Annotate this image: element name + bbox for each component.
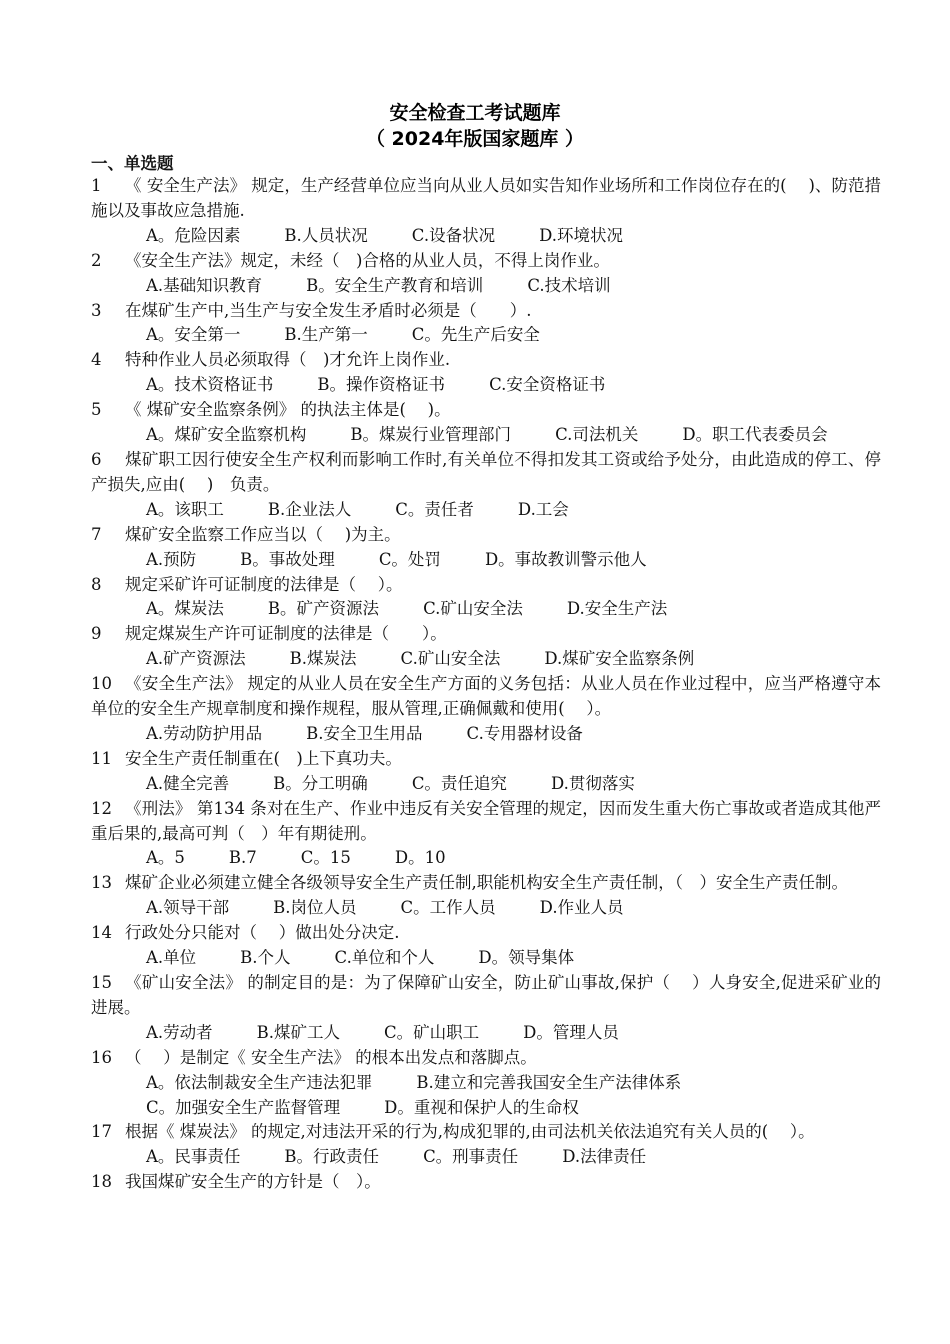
option-item: B.安全卫生用品: [306, 723, 423, 743]
option-item: A。民事责任: [146, 1147, 241, 1167]
option-row: [91, 846, 881, 871]
option-item: A.矿产资源法: [146, 649, 246, 669]
option-item: C.设备状况: [411, 225, 496, 245]
option-item: A.健全完善: [146, 773, 230, 793]
option-row: [91, 597, 881, 622]
question-stem: [91, 871, 881, 896]
option-item: A.单位: [146, 948, 197, 968]
question-number: 1: [91, 176, 102, 195]
question-text: （ ）是制定《 安全生产法》 的根本出发点和落脚点。: [125, 1047, 537, 1067]
option-item: B。行政责任: [284, 1147, 380, 1167]
question-text: 特种作业人员必须取得（ )才允许上岗作业.: [125, 350, 451, 370]
question-text: 《 安全生产法》 规定，生产经营单位应当向从业人员如实告知作业场所和工作岗位存在的( )、防范措施以及事故应急措施.: [91, 176, 881, 220]
option-item: A。技术资格证书: [146, 375, 274, 395]
option-row: [91, 224, 881, 249]
option-item: A。危险因素: [146, 225, 241, 245]
option-item: C.司法机关: [555, 425, 639, 445]
option-item: B.煤炭法: [289, 649, 357, 669]
question-number: 4: [91, 350, 102, 370]
option-item: D。事故教训警示他人: [484, 549, 647, 569]
option-item: C。先生产后安全: [411, 325, 540, 345]
question-item: [91, 448, 881, 523]
question-number: 12: [91, 798, 112, 818]
option-row: [91, 323, 881, 348]
option-item: A.预防: [146, 549, 197, 569]
option-item: C。刑事责任: [423, 1147, 519, 1167]
option-item: B.人员状况: [284, 225, 368, 245]
question-number: 14: [91, 923, 112, 943]
option-item: D.环境状况: [539, 225, 623, 245]
question-stem: [91, 672, 881, 722]
question-number: 18: [91, 1172, 112, 1192]
option-row: [91, 772, 881, 797]
question-number: 8: [91, 574, 102, 594]
question-item: [91, 573, 881, 623]
question-list: [91, 174, 881, 1195]
option-item: C。处罚: [378, 549, 441, 569]
option-item: B.生产第一: [284, 325, 368, 345]
option-item: B.建立和完善我国安全生产法律体系: [416, 1072, 682, 1092]
question-number: 17: [91, 1122, 112, 1142]
question-text: 在煤矿生产中,当生产与安全发生矛盾时必须是（ ）.: [125, 300, 532, 320]
document-title: 安全检查工考试题库: [389, 102, 561, 124]
option-item: D.法律责任: [562, 1147, 647, 1167]
option-item: D.工会: [517, 499, 569, 519]
question-stem: [91, 299, 881, 324]
option-item: B。事故处理: [240, 549, 335, 569]
option-item: A。安全第一: [146, 325, 241, 345]
question-stem: [91, 448, 881, 498]
question-number: 3: [91, 300, 102, 320]
option-row: [91, 1021, 881, 1046]
question-stem: [91, 747, 881, 772]
question-stem: [91, 174, 881, 224]
option-item: B。安全生产教育和培训: [306, 275, 484, 295]
option-item: A。煤矿安全监察机构: [146, 425, 307, 445]
question-text: 煤矿企业必须建立健全各级领导安全生产责任制,职能机构安全生产责任制，（ ）安全生产责任制。: [125, 873, 848, 893]
question-stem: [91, 1120, 881, 1145]
option-item: D.煤矿安全监察条例: [544, 649, 695, 669]
option-item: B。煤炭行业管理部门: [350, 425, 512, 445]
question-stem: [91, 971, 881, 1021]
option-item: B.7: [228, 848, 257, 868]
option-item: A.领导干部: [146, 898, 230, 918]
question-stem: [91, 249, 881, 274]
question-number: 9: [91, 624, 102, 644]
question-text: 规定采矿许可证制度的法律是（ ）。: [125, 574, 403, 594]
question-item: [91, 249, 881, 299]
option-item: D.安全生产法: [566, 599, 668, 619]
option-item: A.基础知识教育: [146, 275, 263, 295]
question-number: 16: [91, 1047, 112, 1067]
option-item: A。煤炭法: [146, 599, 224, 619]
question-item: [91, 299, 881, 349]
option-row: [91, 647, 881, 672]
question-item: [91, 971, 881, 1046]
option-row: [91, 274, 881, 299]
question-number: 10: [91, 674, 112, 694]
option-item: B。矿产资源法: [267, 599, 380, 619]
question-item: [91, 348, 881, 398]
question-text: 《安全生产法》 规定的从业人员在安全生产方面的义务包括：从业人员在作业过程中，应当严格遵守本单位的安全生产规章制度和操作规程，服从管理,正确佩戴和使用( ）。: [91, 674, 881, 719]
question-item: [91, 523, 881, 573]
question-item: [91, 747, 881, 797]
question-item: [91, 622, 881, 672]
option-item: D。职工代表委员会: [682, 425, 828, 445]
option-item: C。加强安全生产监督管理: [146, 1097, 341, 1117]
question-stem: [91, 573, 881, 598]
option-item: B.煤矿工人: [256, 1022, 341, 1042]
question-stem: [91, 348, 881, 373]
question-text: 安全生产责任制重在( )上下真功夫。: [125, 748, 402, 768]
question-text: 《矿山安全法》 的制定目的是：为了保障矿山安全，防止矿山事故,保护（ ）人身安全,促进采矿业的进展。: [91, 973, 881, 1017]
question-item: [91, 174, 881, 249]
question-number: 13: [91, 873, 112, 893]
question-number: 11: [91, 748, 112, 768]
option-item: C.技术培训: [527, 275, 611, 295]
option-item: D。领导集体: [478, 948, 575, 968]
question-text: 煤矿安全监察工作应当以（ )为主。: [125, 524, 401, 544]
question-text: 《 煤矿安全监察条例》 的执法主体是( )。: [125, 400, 451, 420]
question-item: [91, 672, 881, 747]
question-number: 5: [91, 400, 102, 420]
option-row: [91, 548, 881, 573]
question-text: 《刑法》 第134 条对在生产、作业中违反有关安全管理的规定，因而发生重大伤亡事故或者造成其他严重后果的,最高可判（ ）年有期徒刑。: [91, 798, 881, 843]
question-number: 15: [91, 973, 112, 992]
option-row: [91, 1145, 881, 1170]
option-item: C。责任者: [395, 499, 474, 519]
option-item: D。管理人员: [523, 1022, 619, 1042]
section-heading: 一、单选题: [91, 154, 174, 173]
option-item: A.劳动防护用品: [146, 723, 263, 743]
question-item: [91, 398, 881, 448]
question-number: 2: [91, 250, 102, 270]
option-item: A.劳动者: [146, 1022, 213, 1042]
option-item: A。5: [146, 848, 185, 868]
question-stem: [91, 1170, 881, 1195]
question-stem: [91, 797, 881, 847]
question-item: [91, 1120, 881, 1170]
option-item: C。工作人员: [400, 898, 496, 918]
option-item: C.专用器材设备: [466, 723, 583, 743]
option-row: [91, 423, 881, 448]
option-item: B.个人: [240, 948, 291, 968]
question-stem: [91, 622, 881, 647]
question-stem: [91, 1046, 881, 1071]
option-item: A。该职工: [146, 499, 224, 519]
question-item: [91, 1170, 881, 1195]
question-text: 根据《 煤炭法》 的规定,对违法开采的行为,构成犯罪的,由司法机关依法追究有关人员的( ）。: [125, 1122, 815, 1142]
question-text: 煤矿职工因行使安全生产权利而影响工作时,有关单位不得扣发其工资或给予处分，由此造成的停工、停产损失,应由( ) 负责。: [91, 449, 881, 494]
option-item: B。分工明确: [273, 773, 368, 793]
option-item: D。10: [394, 848, 446, 868]
option-item: C。15: [300, 848, 351, 868]
option-item: C.矿山安全法: [423, 599, 523, 619]
option-row: [91, 896, 881, 921]
option-item: D.贯彻落实: [550, 773, 635, 793]
question-stem: [91, 523, 881, 548]
option-item: D.作业人员: [539, 898, 624, 918]
option-item: B.企业法人: [267, 499, 352, 519]
question-item: [91, 797, 881, 872]
option-row: [91, 722, 881, 747]
question-text: 我国煤矿安全生产的方针是（ ）。: [125, 1172, 381, 1192]
question-text: 规定煤炭生产许可证制度的法律是（ ）。: [125, 624, 447, 644]
question-text: 行政处分只能对（ ）做出处分决定.: [125, 923, 400, 943]
option-item: C.单位和个人: [334, 948, 435, 968]
document-subtitle: （ 2024年版国家题库 ）: [365, 128, 585, 150]
option-item: C.矿山安全法: [400, 649, 501, 669]
question-stem: [91, 398, 881, 423]
question-number: 6: [91, 449, 102, 469]
option-row: [91, 946, 881, 971]
question-stem: [91, 921, 881, 946]
option-item: B.岗位人员: [273, 898, 357, 918]
option-row: [91, 373, 881, 398]
question-item: [91, 871, 881, 921]
question-item: [91, 1046, 881, 1121]
option-item: A。依法制裁安全生产违法犯罪: [146, 1072, 373, 1092]
option-item: C。矿山职工: [384, 1022, 480, 1042]
option-item: D。重视和保护人的生命权: [384, 1097, 579, 1117]
option-item: C。责任追究: [411, 773, 507, 793]
question-number: 7: [91, 524, 102, 544]
option-item: B。操作资格证书: [317, 375, 446, 395]
option-item: C.安全资格证书: [489, 375, 606, 395]
question-item: [91, 921, 881, 971]
question-text: 《安全生产法》规定，未经（ )合格的从业人员，不得上岗作业。: [125, 250, 610, 270]
option-row: [91, 498, 881, 523]
option-row: [91, 1071, 881, 1121]
